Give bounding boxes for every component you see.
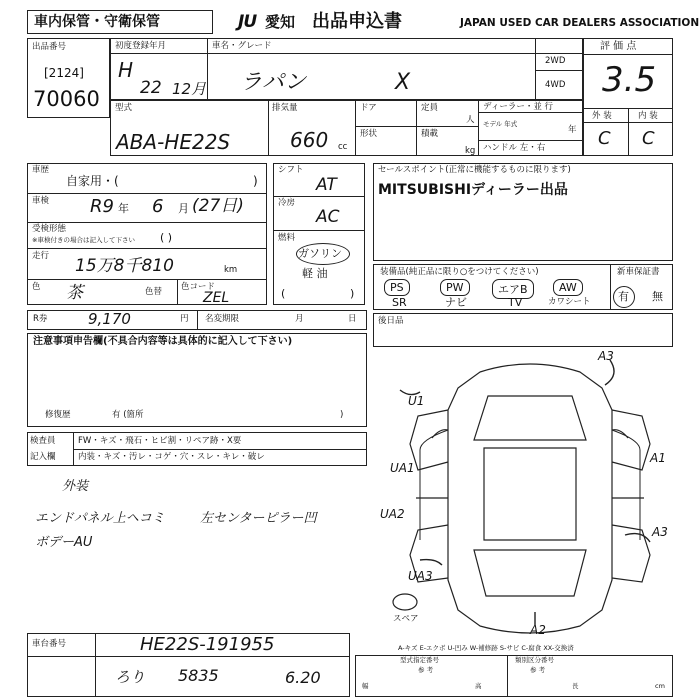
type-spec-label: 型式指定番号: [400, 656, 439, 664]
chassis-ryoku: ろり: [115, 668, 146, 686]
displacement-value: 660: [290, 128, 329, 152]
shift-value: AT: [316, 175, 337, 195]
inspection-label: 車検: [32, 196, 50, 206]
km-unit: km: [224, 265, 238, 275]
ac-label: 冷房: [278, 198, 296, 208]
ac-value: AC: [316, 207, 340, 227]
new-car-yes-circle: [613, 286, 635, 308]
exterior-grade: C: [598, 128, 611, 149]
chassis-n2: 6.20: [285, 668, 321, 687]
capacity-label: 定員: [421, 103, 439, 113]
fuel-label: 燃料: [278, 233, 296, 243]
damage-mark-ua3: UA3: [408, 569, 433, 583]
class-ref: 参 考: [530, 666, 546, 674]
org-name: 愛知: [265, 13, 296, 31]
lot-sub-number: [2124]: [44, 66, 84, 80]
history-close: ): [253, 174, 258, 188]
name-change-month: 月: [295, 314, 304, 324]
fuel-paren-open: (: [281, 287, 286, 300]
ju-logo: JU: [238, 12, 257, 32]
length-label: 長: [572, 682, 579, 690]
evaluation-score: 3.5: [602, 60, 657, 100]
inspector-label: 検査員: [30, 436, 56, 446]
remarks-box: [373, 313, 673, 347]
receive-sub: ※車検付きの場合は記入して下さい: [32, 236, 135, 244]
interior-row: 内装・キズ・汚レ・コゲ・穴・スレ・キレ・破レ: [78, 452, 265, 462]
form-title: 出品申込書: [312, 11, 402, 32]
era-value: H: [118, 58, 134, 82]
color-code-value: ZEL: [203, 290, 230, 306]
damage-mark-u1: U1: [408, 394, 425, 408]
name-change-day: 日: [348, 314, 357, 324]
sales-point-box: [373, 163, 673, 261]
option-tv: TV: [508, 296, 523, 309]
wd4-label: 4WD: [545, 80, 566, 90]
shift-label: シフト: [278, 165, 304, 175]
receive-paren: ( ): [160, 231, 173, 244]
displacement-label: 排気量: [272, 103, 298, 113]
grade-value: X: [395, 70, 411, 95]
name-grade-label: 車名・グレード: [212, 41, 272, 51]
load-label: 積載: [421, 129, 439, 139]
person-unit: 人: [466, 115, 475, 125]
repair-value: 有 (箇所: [112, 410, 144, 420]
damage-legend: A-キズ E-エクボ U-凹み W-補修跡 S-サビ C-腐食 XX-交換済: [398, 644, 574, 652]
new-car-no: 無: [652, 290, 663, 303]
damage-mark-a3-right: A3: [652, 525, 668, 539]
evaluation-label: 評 価 点: [600, 41, 637, 52]
remarks-label: 後日品: [378, 316, 404, 326]
history-box: [27, 163, 267, 305]
chassis-label: 車台番号: [32, 639, 67, 649]
recycle-unit: 円: [180, 314, 189, 324]
lot-number: 70060: [33, 87, 100, 111]
receive-label: 受検形態: [32, 224, 67, 234]
inspection-day: (27日): [192, 196, 244, 216]
name-change-label: 名変期限: [205, 314, 240, 324]
cc-unit: cc: [338, 142, 348, 152]
width-label: 幅: [362, 682, 369, 690]
kg-unit: kg: [465, 146, 476, 156]
fuel-value: ガソリン: [298, 247, 342, 260]
option-navi: ナビ: [445, 296, 467, 309]
recycle-value: 9,170: [88, 310, 131, 328]
month-value: 12月: [172, 80, 207, 98]
sales-point-label: セールスポイント(正常に機能するものに限ります): [378, 165, 571, 175]
car-name-value: ラパン: [240, 70, 307, 95]
option-airbag: エアB: [492, 279, 534, 299]
repair-label: 修復歴: [45, 410, 71, 420]
options-label: 装備品(純正品に限り○をつけてください): [380, 267, 539, 277]
model-label: 型式: [115, 103, 133, 113]
note-line-4: 左センターピラー凹: [200, 511, 317, 526]
notes-title: 注意事項申告欄(不具合内容等は具体的に記入して下さい): [33, 336, 293, 347]
damage-mark-ua2: UA2: [380, 507, 405, 521]
door-label: ドア: [360, 103, 377, 113]
recycle-label: R券: [33, 314, 48, 324]
inspection-era: R9: [90, 196, 114, 217]
year-value: 22: [140, 78, 162, 98]
handle-label: ハンドル 左・右: [483, 143, 546, 153]
class-label: 類別区分番号: [515, 656, 554, 664]
exterior-label: 外 装: [592, 111, 612, 121]
model-value: ABA-HE22S: [116, 130, 231, 154]
shape-label: 形状: [360, 129, 378, 139]
storage-label: 車内保管・守衛保管: [34, 14, 160, 30]
fuel-paren-close: ): [350, 287, 355, 300]
inspection-year-unit: 年: [118, 202, 129, 215]
cm-unit: cm: [655, 682, 665, 690]
fw-row: FW・キズ・飛石・ヒビ割・リペア跡・X要: [78, 436, 242, 446]
mileage-label: 走行: [32, 251, 50, 261]
interior-label: 内 装: [638, 111, 658, 121]
history-label: 車歴: [32, 165, 50, 175]
history-value: 自家用・(: [66, 174, 119, 188]
record-label: 記入欄: [30, 452, 56, 462]
lot-label: 出品番号: [32, 42, 67, 52]
color-label: 色: [32, 282, 41, 292]
model-year-label: モデル 年式: [483, 120, 518, 128]
notes-box: [27, 333, 367, 427]
damage-mark-ua1-left: UA1: [390, 461, 415, 475]
note-line-1: 外装: [62, 479, 89, 494]
option-pw: PW: [440, 279, 470, 296]
inspection-month: 6: [152, 196, 164, 217]
option-sr: SR: [392, 296, 407, 309]
damage-mark-a2: A2: [530, 623, 546, 637]
chassis-value: HE22S-191955: [140, 634, 275, 655]
height-label: 高: [475, 682, 482, 690]
association-name: JAPAN USED CAR DEALERS ASSOCIATION: [460, 17, 700, 29]
color-code-label: 色コード: [181, 282, 216, 292]
note-line-2: エンドパネル上ヘコミ: [35, 511, 165, 526]
type-ref: 参 考: [418, 666, 434, 674]
note-line-3: ボデーAU: [35, 535, 93, 550]
dealer-label: ディーラー・並 行: [483, 102, 554, 112]
damage-mark-a1: A1: [650, 451, 666, 465]
vehicle-damage-diagram: [380, 350, 680, 650]
sales-point-value: MITSUBISHIディーラー出品: [378, 182, 568, 198]
year-unit: 年: [568, 125, 577, 135]
first-reg-label: 初度登録年月: [115, 41, 167, 51]
wd2-label: 2WD: [545, 56, 566, 66]
option-ps: PS: [384, 279, 410, 296]
chassis-n1: 5835: [178, 666, 219, 685]
color-trim-label: 色替: [145, 287, 163, 297]
spare-label: スペア: [393, 614, 419, 624]
new-car-yes: 有: [618, 290, 629, 303]
fuel-alt: 軽 油: [302, 267, 328, 280]
interior-grade: C: [642, 128, 655, 149]
color-value: 茶: [66, 283, 83, 303]
option-swivel-seat: カワシート: [548, 297, 591, 307]
repair-close: ): [340, 410, 344, 420]
option-aw: AW: [553, 279, 583, 296]
new-car-warranty-label: 新車保証書: [617, 267, 660, 277]
fuel-circle: [296, 243, 350, 265]
mileage-value: 15万8千810: [75, 256, 174, 276]
damage-mark-a3-top: A3: [598, 349, 614, 363]
inspection-month-unit: 月: [178, 202, 189, 215]
